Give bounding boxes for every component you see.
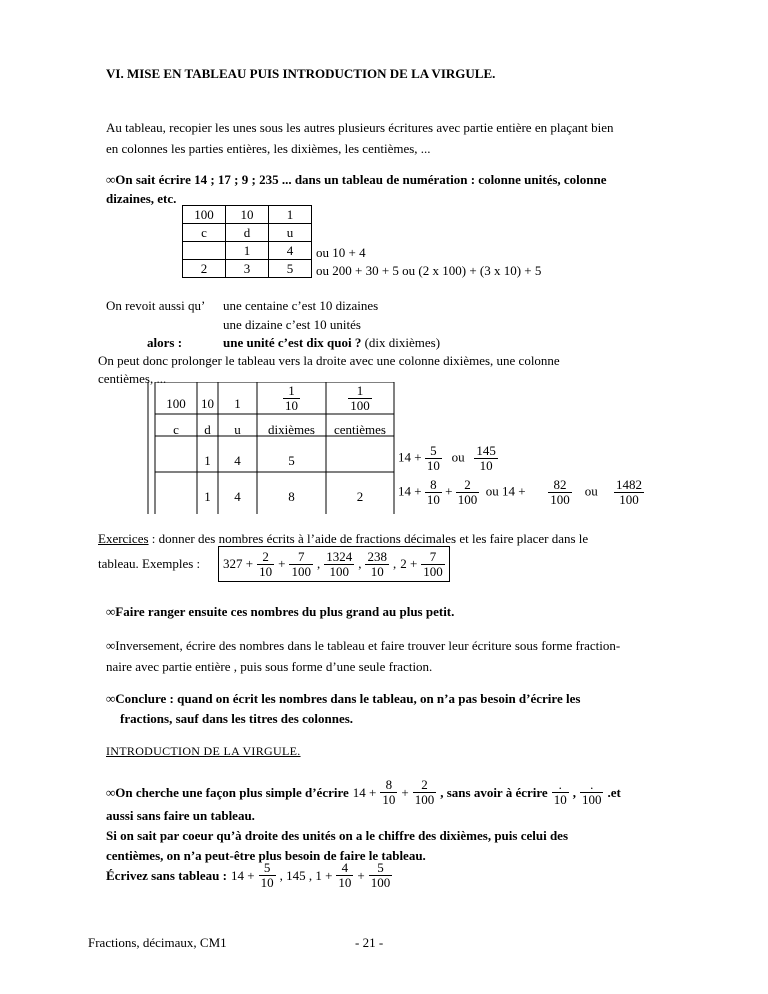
- exercices-text: : donner des nombres écrits à l’aide de fractions décimales et les faire placer dans le: [148, 531, 589, 546]
- revoit-dizaine: une dizaine c’est 10 unités: [223, 317, 361, 332]
- numerator: 5: [369, 861, 393, 876]
- numerator: 8: [425, 478, 442, 493]
- numerator: 8: [380, 778, 397, 793]
- numerator: 5: [259, 861, 276, 876]
- revoit-intro: On revoit aussi qu’: [106, 298, 206, 313]
- prolong-line-1: On peut donc prolonger le tableau vers la droite avec une colonne dixièmes, une colonne: [98, 353, 560, 368]
- expr-ou: ou: [584, 483, 598, 499]
- denominator: 100: [457, 492, 478, 507]
- bullet-conclure-line-2: fractions, sauf dans les titres des colonnes.: [120, 711, 354, 726]
- revoit-alors: alors :: [147, 335, 183, 350]
- denominator: 100: [423, 563, 443, 579]
- t2-letter-d: d: [204, 422, 211, 437]
- cell: c: [183, 224, 226, 242]
- bullet-virgule-text-2: , sans avoir à écrire: [440, 784, 548, 800]
- numerator: 145: [476, 443, 496, 458]
- page-number: - 21 -: [355, 935, 384, 950]
- cell: [183, 242, 226, 260]
- numeration-table: [182, 205, 312, 278]
- t2-r2-u: 4: [234, 489, 241, 504]
- denominator: 10: [426, 458, 440, 473]
- ex-sep: ,: [392, 556, 397, 571]
- t2-head-frac-centiemes: [326, 384, 394, 413]
- bullet-conclure-line-1: ∞Conclure : quand on écrit les nombres dans le tableau, on n’a pas besoin d’écrire les: [106, 691, 581, 706]
- bullet-virgule-text: ∞On cherche une façon plus simple d’écrire: [106, 784, 349, 800]
- denominator: 10: [382, 792, 396, 807]
- denominator: 100: [550, 492, 570, 507]
- numerator: 1482: [616, 477, 643, 492]
- t2-head-10: 10: [201, 396, 214, 411]
- numerator: 82: [548, 478, 572, 493]
- cell: 4: [269, 242, 312, 260]
- exercices-line-1: [98, 531, 588, 547]
- expr-plus: +: [401, 784, 409, 800]
- ex-text: 2 +: [400, 556, 418, 571]
- t2-head-1: 1: [234, 396, 241, 411]
- ex-sep: ,: [316, 556, 321, 571]
- expr: , 145 , 1 +: [279, 867, 333, 883]
- t2-head-frac-dixiemes: [257, 384, 326, 413]
- expr: 14 +: [352, 784, 377, 800]
- bullet-ranger: ∞Faire ranger ensuite ces nombres du plus grand au plus petit.: [106, 604, 455, 619]
- table2-expr-1: [398, 444, 498, 473]
- ex-plus: +: [278, 556, 286, 571]
- ex-sep: ,: [358, 556, 362, 571]
- cell: 1: [226, 242, 269, 260]
- t2-r1-dix: 5: [288, 453, 295, 468]
- expr-text: 14 +: [398, 483, 422, 499]
- bullet-numeration-line-1: ∞On sait écrire 14 ; 17 ; 9 ; 235 ... dans un tableau de numération : colonne unités, colonne: [106, 172, 607, 187]
- numerator: 238: [367, 548, 387, 564]
- intro-line-2: en colonnes les parties entières, les dixièmes, les centièmes, ...: [106, 141, 431, 156]
- denominator: 100: [370, 875, 391, 890]
- expr: 14 +: [230, 867, 255, 883]
- expr-plus: +: [445, 483, 453, 499]
- expr-ou-14: ou 14 +: [485, 483, 526, 499]
- denominator: 10: [260, 875, 274, 890]
- revoit-unite-question: une unité c’est dix quoi ?: [223, 335, 362, 350]
- bullet-virgule-line-4: centièmes, on n’a peut-être plus besoin de faire le tableau.: [106, 848, 426, 863]
- numerator: 7: [421, 550, 445, 565]
- revoit-centaine: une centaine c’est 10 dizaines: [223, 298, 379, 313]
- table1-note-1: ou 10 + 4: [316, 245, 366, 260]
- bullet-virgule-line-3: Si on sait par coeur qu’à droite des unités on a le chiffre des dixièmes, puis celui des: [106, 828, 569, 843]
- numerator: 5: [425, 444, 442, 459]
- cell: 5: [269, 260, 312, 278]
- bullet-inversement-line-1: ∞Inversement, écrire des nombres dans le tableau et faire trouver leur écriture sous forme fraction-: [106, 638, 621, 653]
- intro-virgule-heading: INTRODUCTION DE LA VIRGULE.: [106, 744, 301, 758]
- denominator: 10: [479, 458, 493, 473]
- cell: d: [226, 224, 269, 242]
- numerator: 1324: [326, 548, 353, 564]
- table1-note-2: ou 200 + 30 + 5 ou (2 x 100) + (3 x 10) + 5: [316, 263, 542, 278]
- ecrivez-label: Écrivez sans tableau :: [106, 867, 227, 883]
- cell: 1: [269, 206, 312, 224]
- t2-r1-d: 1: [204, 453, 211, 468]
- footer-title: Fractions, décimaux, CM1: [88, 935, 227, 950]
- t2-letter-u: u: [234, 422, 241, 437]
- bullet-virgule: [106, 778, 621, 807]
- bullet-numeration-line-2: dizaines, etc.: [106, 191, 177, 206]
- denominator: 100: [350, 398, 370, 413]
- bullet-virgule-et: .et: [607, 784, 621, 800]
- exercices-label: Exercices: [98, 531, 149, 546]
- t2-r2-dix: 8: [288, 489, 295, 504]
- numerator: .: [580, 778, 604, 793]
- expr-plus: +: [357, 867, 365, 883]
- ex-text: 327 +: [223, 556, 254, 571]
- numerator: 1: [348, 384, 372, 399]
- revoit-unite: [223, 335, 440, 351]
- cell: 100: [183, 206, 226, 224]
- intro-line-1: Au tableau, recopier les unes sous les autres plusieurs écritures avec partie entière en plaçant bien: [106, 120, 614, 135]
- denominator: 100: [581, 792, 602, 807]
- cell: u: [269, 224, 312, 242]
- bullet-inversement-line-2: naire avec partie entière , puis sous forme d’une seule fraction.: [106, 659, 433, 674]
- cell: 10: [226, 206, 269, 224]
- cell: 3: [226, 260, 269, 278]
- revoit-unite-answer: (dix dixièmes): [361, 335, 441, 350]
- ecrivez-line: [106, 861, 392, 890]
- denominator: 100: [291, 563, 311, 579]
- denominator: 10: [426, 492, 440, 507]
- prolong-line-2: centièmes, ...: [98, 371, 167, 386]
- denominator: 100: [414, 792, 435, 807]
- bullet-virgule-line-2: aussi sans faire un tableau.: [106, 808, 255, 823]
- denominator: 10: [259, 563, 273, 579]
- denominator: 100: [329, 563, 349, 579]
- denominator: 100: [619, 492, 639, 507]
- denominator: 10: [338, 875, 352, 890]
- denominator: 10: [285, 398, 298, 413]
- numerator: 1: [283, 384, 300, 399]
- numerator: 2: [413, 778, 437, 793]
- t2-letter-centiemes: centièmes: [334, 422, 386, 437]
- t2-letter-dixiemes: dixièmes: [268, 422, 315, 437]
- denominator: 10: [370, 563, 384, 579]
- expr-text: 14 +: [398, 449, 422, 465]
- exercices-examples-box: [218, 546, 450, 582]
- section-heading: VI. MISE EN TABLEAU PUIS INTRODUCTION DE LA VIRGULE.: [106, 66, 496, 81]
- numerator: .: [552, 778, 569, 793]
- cell: 2: [183, 260, 226, 278]
- t2-r2-cent: 2: [356, 489, 364, 504]
- exercices-line-2: tableau. Exemples :: [98, 556, 201, 571]
- t2-r1-u: 4: [234, 453, 241, 468]
- table2-expr-2: [398, 478, 644, 507]
- comma: ,: [572, 784, 576, 800]
- numerator: 7: [289, 550, 313, 565]
- t2-head-100: 100: [166, 396, 186, 411]
- expr-ou: ou: [451, 449, 465, 465]
- numerator: 4: [336, 861, 353, 876]
- numerator: 2: [456, 478, 480, 493]
- t2-letter-c: c: [173, 422, 179, 437]
- numerator: 2: [257, 550, 274, 565]
- t2-r2-d: 1: [204, 489, 211, 504]
- denominator: 10: [553, 792, 567, 807]
